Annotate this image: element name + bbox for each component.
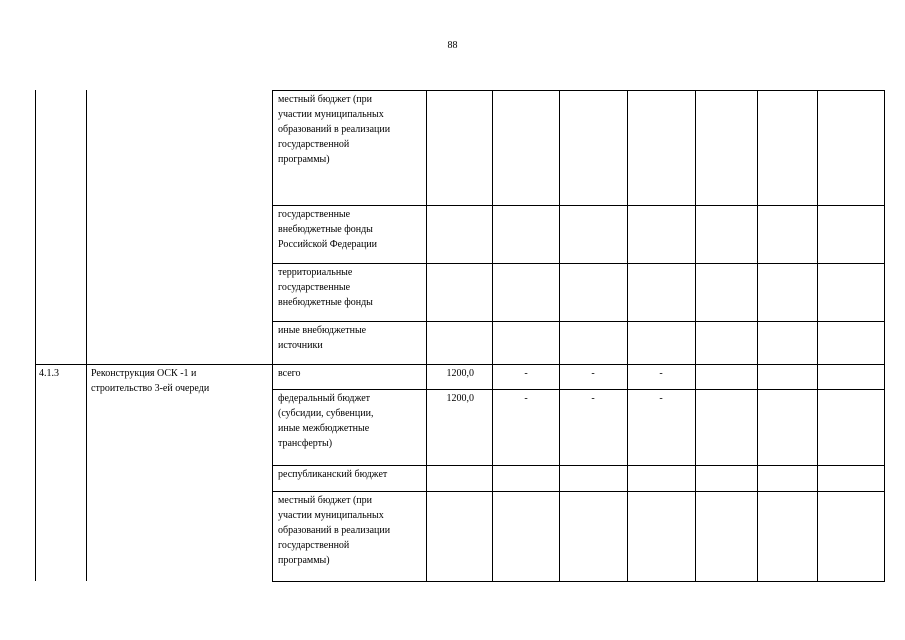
funding-source-cell: местный бюджет (при участии муниципальных образований в реализации государственной программы) (278, 94, 391, 165)
grid-hline (272, 90, 885, 91)
grid-hline (272, 263, 885, 264)
funding-source-cell: республиканский бюджет (278, 469, 388, 480)
grid-vline (35, 90, 36, 581)
grid-vline (559, 90, 560, 581)
grid-vline (695, 90, 696, 581)
dash-cell: - (659, 368, 663, 379)
grid-vline (627, 90, 628, 581)
grid-hline (272, 465, 885, 466)
funding-source-cell: федеральный бюджет (субсидии, субвенции, иные межбюджетные трансферты) (278, 393, 374, 449)
grid-vline (86, 90, 87, 581)
amount-cell: 1200,0 (446, 368, 474, 379)
page-number: 88 (447, 40, 458, 51)
grid-vline (426, 90, 427, 581)
dash-cell: - (659, 393, 663, 404)
amount-cell: 1200,0 (446, 393, 474, 404)
grid-hline (272, 389, 885, 390)
funding-source-cell: местный бюджет (при участии муниципальных образований в реализации государственной программы) (278, 495, 391, 566)
grid-vline (757, 90, 758, 581)
funding-source-cell: всего (278, 368, 301, 379)
dash-cell: - (524, 393, 528, 404)
grid-vline (817, 90, 818, 581)
grid-hline (272, 321, 885, 322)
grid-hline (35, 364, 885, 365)
funding-source-cell: государственные внебюджетные фонды Российской Федерации (278, 209, 378, 250)
item-code: 4.1.3 (39, 368, 59, 379)
dash-cell: - (591, 393, 595, 404)
grid-hline (272, 205, 885, 206)
funding-source-cell: территориальные государственные внебюджетные фонды (278, 267, 373, 308)
dash-cell: - (591, 368, 595, 379)
grid-hline (272, 581, 885, 582)
dash-cell: - (524, 368, 528, 379)
grid-vline (272, 90, 273, 581)
grid-hline (272, 491, 885, 492)
item-name: Реконструкция ОСК -1 и строительство 3-ей очереди (91, 368, 210, 394)
grid-vline (492, 90, 493, 581)
grid-vline (884, 90, 885, 581)
funding-source-cell: иные внебюджетные источники (278, 325, 367, 351)
